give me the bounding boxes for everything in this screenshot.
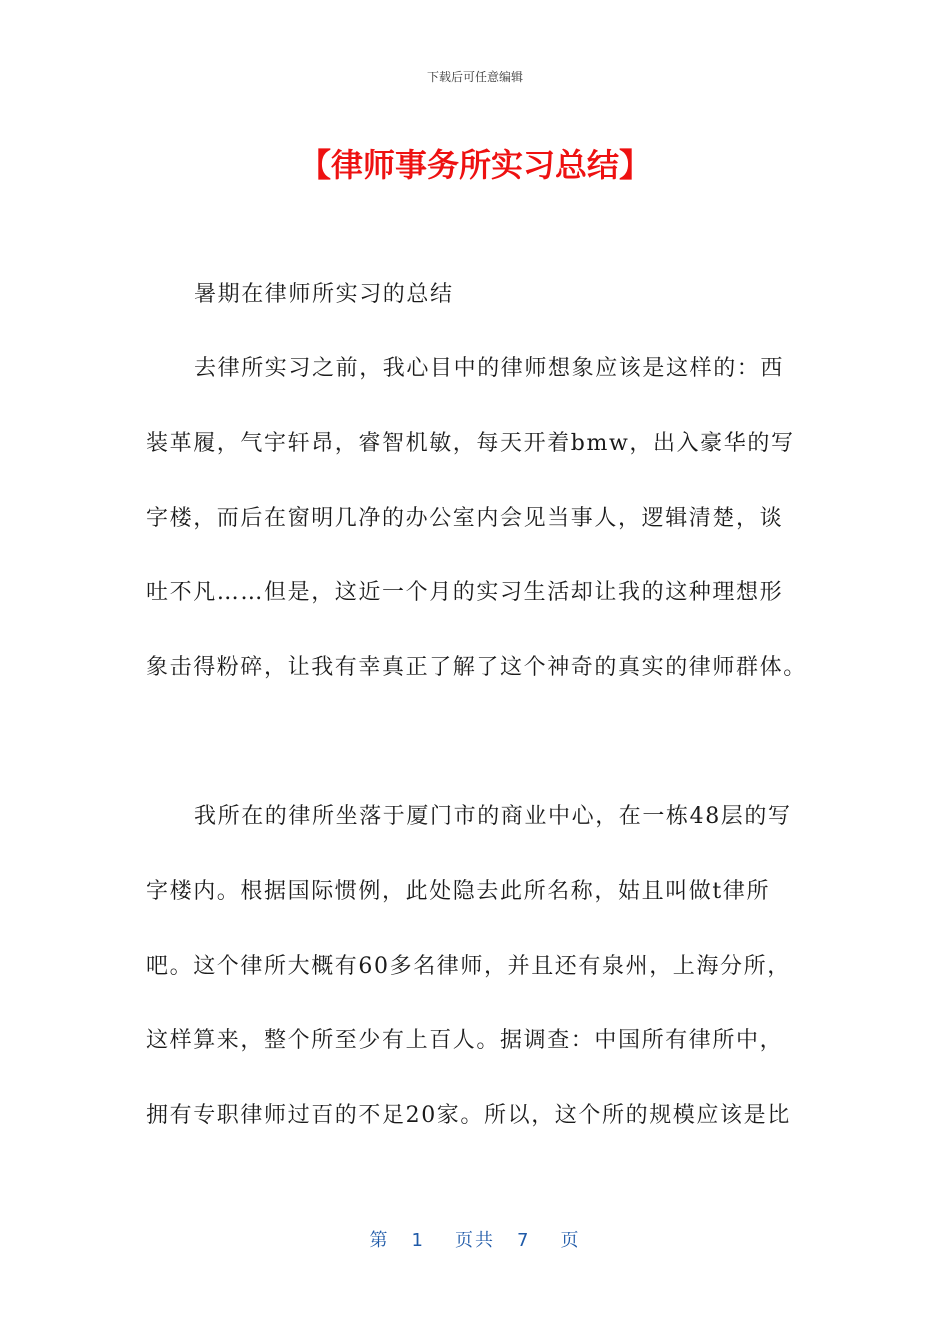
document-title: 【律师事务所实习总结】 [298,146,651,184]
paragraph-line: 我所在的律所坐落于厦门市的商业中心，在一栋48层的写 [194,804,792,829]
paragraph-line: 字楼内。根据国际惯例，此处隐去此所名称，姑且叫做t律所 [146,879,771,904]
page-number-footer [0,1226,950,1252]
page-suffix: 页 [560,1230,581,1251]
page-header-note: 下载后可任意编辑 [426,70,523,84]
page-total: 7 [517,1230,531,1251]
paragraph-line: 象击得粉碎，让我有幸真正了解了这个神奇的真实的律师群体。 [146,655,807,680]
paragraph-line: 去律所实习之前，我心目中的律师想象应该是这样的：西 [194,356,785,381]
paragraph-line: 吧。这个律所大概有60多名律师，并且还有泉州，上海分所， [146,954,791,979]
paragraph-line: 拥有专职律师过百的不足20家。所以，这个所的规模应该是比 [146,1103,791,1128]
page-prefix: 第 [369,1230,390,1251]
paragraph-line: 装革履，气宇轩昂，睿智机敏，每天开着bmw，出入豪华的写 [146,431,795,456]
paragraph-line: 这样算来，整个所至少有上百人。据调查：中国所有律所中， [146,1028,784,1053]
paragraph-line: 吐不凡……但是，这近一个月的实习生活却让我的这种理想形 [146,580,784,605]
page-current: 1 [411,1230,425,1251]
paragraph-line: 字楼，而后在窗明几净的办公室内会见当事人，逻辑清楚，谈 [146,506,784,531]
page-mid: 页共 [455,1230,495,1251]
paragraph-line-subtitle: 暑期在律师所实习的总结 [194,282,454,307]
